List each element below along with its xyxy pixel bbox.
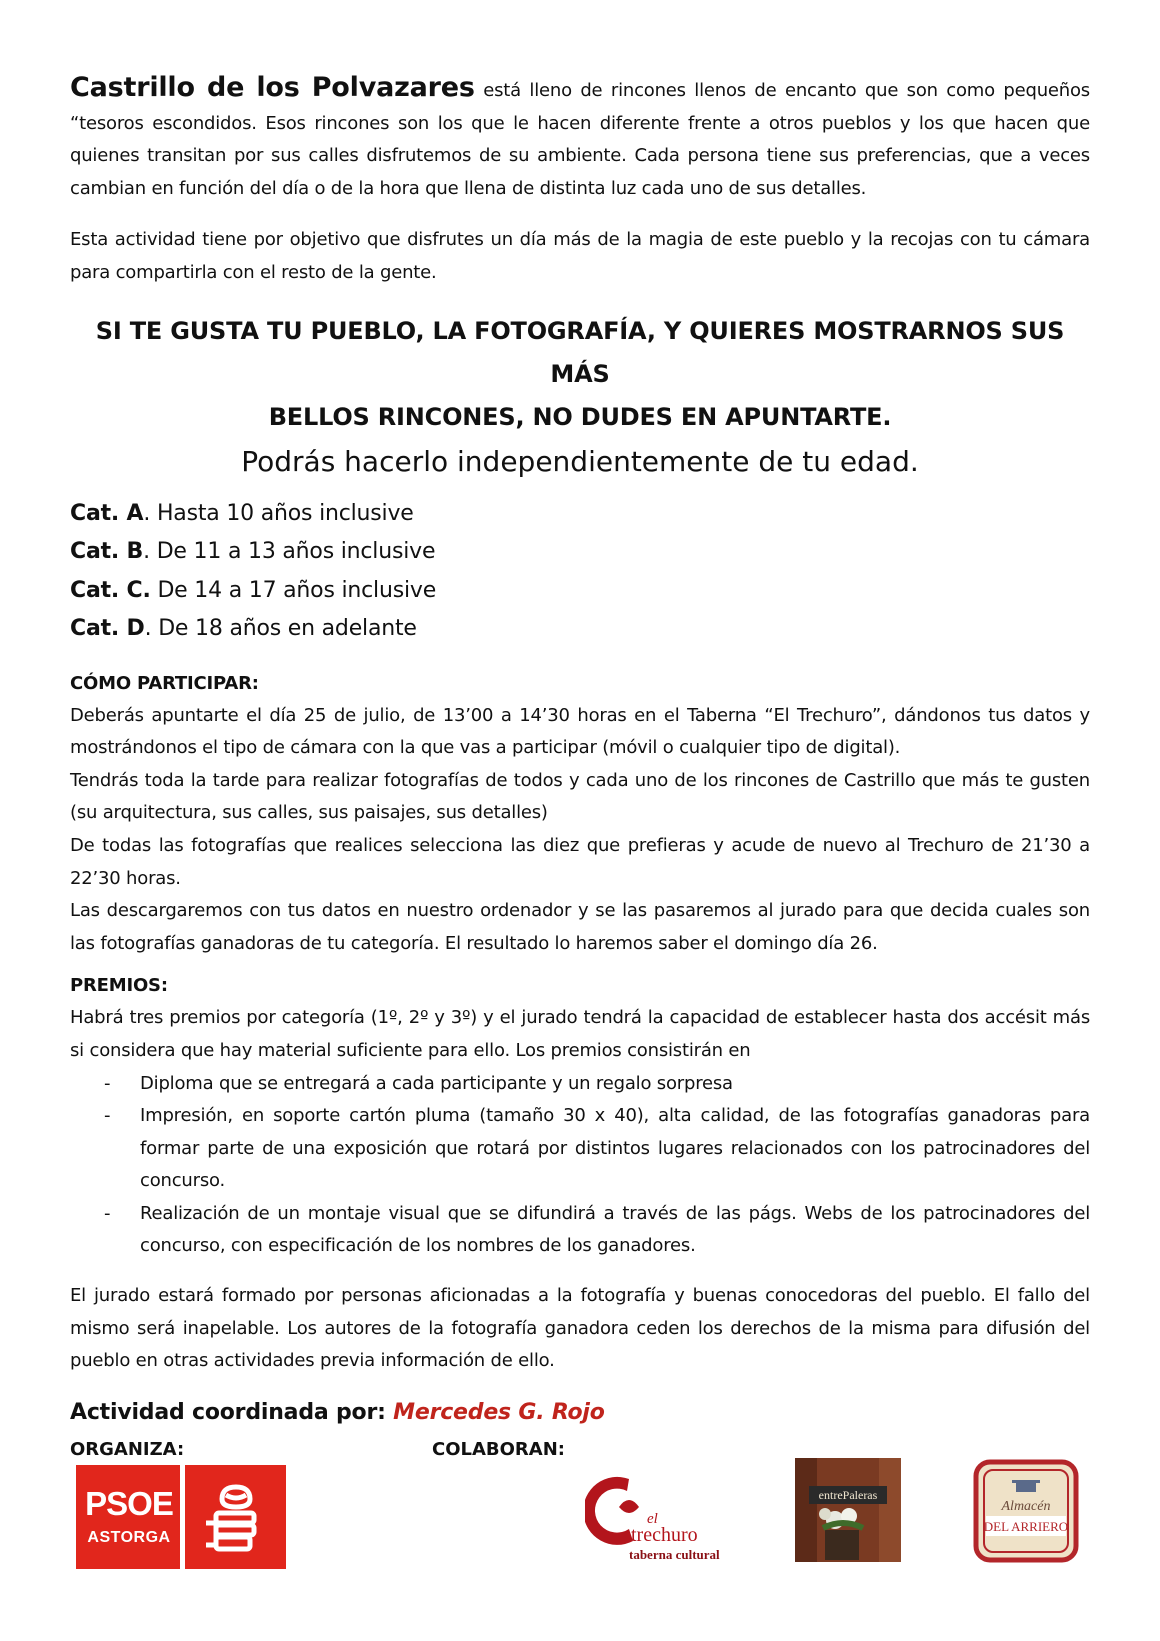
intro-text: está lleno de rincones llenos de encanto que son como pequeños “tesoros escondidos. Esos rincones son los que le hacen diferente frente a otros pueblos y los que hacen que quienes transitan por sus calles disfrutemos de su ambiente. Cada persona tiene sus preferencias, que a veces cambian en función del día o de la hora que llena de distinta luz cada uno de sus detalles. — [70, 80, 1090, 199]
trechuro-logo-text-1: el — [647, 1511, 658, 1527]
category-item: Cat. B. De 11 a 13 años inclusive — [70, 539, 436, 565]
objective-paragraph: Esta actividad tiene por objetivo que disfrutes un día más de la magia de este pueblo y la recojas con tu cámara para compartirla con el resto de la gente. — [70, 229, 1090, 283]
category-text: De 18 años en adelante — [158, 616, 417, 642]
entrepaleras-photo-icon — [795, 1458, 901, 1562]
intro-title: Castrillo de los Polvazares — [70, 72, 475, 103]
participar-paragraph-2: Tendrás toda la tarde para realizar fotografías de todos y cada uno de los rincones de Castrillo que más te gusten (su arquitectura, sus calles, sus paisajes, sus detalles) — [70, 769, 1090, 824]
participar-paragraph-1: Deberás apuntarte el día 25 de julio, de 13’00 a 14’30 horas en el Taberna “El Trechuro”, dándonos tus datos y mostrándonos el tipo de cámara con la que vas a participar (móvil o cualquier tipo de digital). — [70, 704, 1090, 759]
headline — [70, 310, 1090, 439]
premios-intro: Habrá tres premios por categoría (1º, 2º y 3º) y el jurado tendrá la capacidad de establecer hasta dos accésit más si considera que hay material suficiente para ello. Los premios consistirán en — [70, 1007, 1090, 1061]
colaboran-label: COLABORAN: — [432, 1438, 565, 1460]
premios-title: PREMIOS: — [70, 975, 168, 997]
headline-line-2: BELLOS RINCONES, NO DUDES EN APUNTARTE. — [268, 402, 892, 431]
entrepaleras-logo — [795, 1458, 901, 1562]
document-page — [70, 72, 1090, 1465]
headline-subline: Podrás hacerlo independientemente de tu edad. — [241, 444, 919, 478]
bullet-dash: - — [104, 1202, 111, 1224]
logo-strip — [0, 1455, 1160, 1575]
bullet-dash: - — [104, 1105, 111, 1127]
trechuro-logo-text-3: taberna cultural — [629, 1547, 720, 1562]
category-item: Cat. D. De 18 años en adelante — [70, 616, 417, 642]
list-item: - Realización de un montaje visual que se difundirá a través de las págs. Webs de los patrocinadores del concurso, con especificación de los nombres de los ganadores. — [70, 1198, 1090, 1263]
psoe-logo-text: PSOE — [85, 1485, 173, 1522]
coordination-label: Actividad coordinada por: — [70, 1399, 394, 1425]
intro-paragraph — [70, 72, 1090, 205]
arriero-logo-text-2: DEL ARRIERO — [983, 1519, 1069, 1534]
participar-title: CÓMO PARTICIPAR: — [70, 672, 259, 694]
category-text: De 11 a 13 años inclusive — [156, 539, 436, 565]
trechuro-logo-text-2: trechuro — [631, 1524, 698, 1546]
coordination-line — [70, 1395, 1090, 1431]
category-label: Cat. D — [70, 616, 145, 642]
category-text: Hasta 10 años inclusive — [156, 500, 414, 526]
rose-fist-icon — [204, 1479, 268, 1555]
category-label: Cat. B — [70, 539, 144, 565]
jury-paragraph: El jurado estará formado por personas aficionadas a la fotografía y buenas conocedoras del pueblo. El fallo del mismo será inapelable. Los autores de la fotografía ganadora ceden los derechos de la misma para difusión del pueblo en otras actividades previa información de ello. — [70, 1285, 1090, 1372]
participar-paragraph-3: De todas las fotografías que realices selecciona las diez que prefieras y acude de nuevo al Trechuro de 21’30 a 22’30 horas. — [70, 834, 1090, 889]
category-item — [70, 572, 1090, 611]
psoe-logo-divider — [180, 1465, 185, 1569]
psoe-astorga-logo — [76, 1465, 286, 1569]
pot-icon — [1016, 1482, 1036, 1492]
psoe-logo-subtext: ASTORGA — [87, 1529, 171, 1546]
coordinator-name: Mercedes G. Rojo — [393, 1399, 605, 1425]
list-item: - Impresión, en soporte cartón pluma (tamaño 30 x 40), alta calidad, de las fotografías ganadoras para formar parte de una exposición que rotará por distintos lugares relacionados con los patrocinadores del concurso. — [70, 1100, 1090, 1198]
category-item: Cat. A. Hasta 10 años inclusive — [70, 500, 414, 526]
participar-paragraph-4: Las descargaremos con tus datos en nuestro ordenador y se las pasaremos al jurado para que decida cuales son las fotografías ganadoras de tu categoría. El resultado lo haremos saber el domingo día 26. — [70, 900, 1090, 954]
category-label: Cat. A — [70, 500, 144, 526]
almacen-del-arriero-logo — [972, 1458, 1080, 1564]
category-list — [70, 495, 1090, 649]
arriero-logo-text-1: Almacén — [1001, 1499, 1051, 1514]
entrepaleras-sign-text: entrePaleras — [809, 1486, 887, 1504]
el-trechuro-logo — [585, 1471, 735, 1571]
category-label: Cat. C. — [70, 577, 151, 603]
organiza-label: ORGANIZA: — [70, 1438, 185, 1460]
headline-line-1: SI TE GUSTA TU PUEBLO, LA FOTOGRAFÍA, Y QUIERES MOSTRARNOS SUS MÁS — [95, 316, 1065, 388]
bullet-dash: - — [104, 1072, 111, 1094]
list-item: - Diploma que se entregará a cada participante y un regalo sorpresa — [70, 1068, 1090, 1101]
category-text: De 14 a 17 años inclusive — [157, 577, 437, 603]
premios-list — [70, 1068, 1090, 1264]
